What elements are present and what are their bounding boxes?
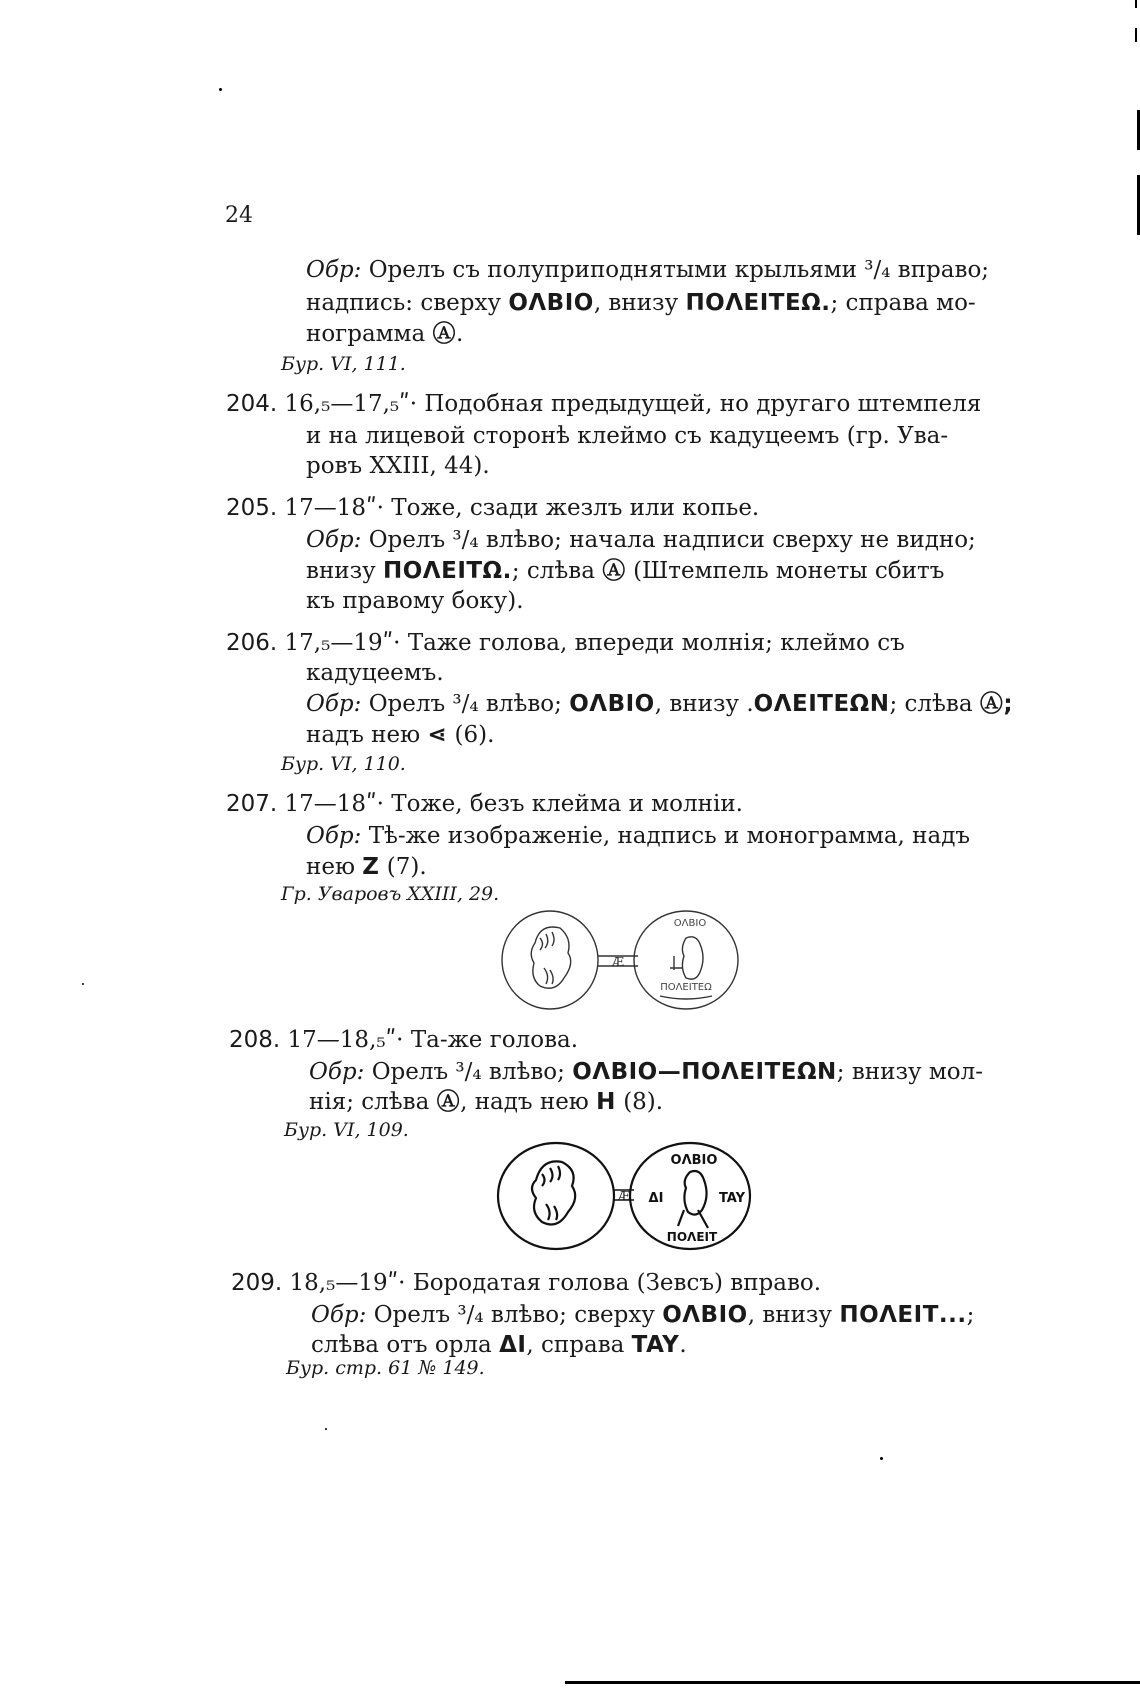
entry-text: ; [966,1302,975,1328]
entry-text: , внизу [747,1302,840,1328]
entry-number: 209. [231,1270,283,1296]
entry-206-line-1 [226,628,905,658]
legend: ΟΛΒΙΟ [662,1302,748,1328]
reference: Бур. VI, 109. [284,1119,409,1141]
entry-208-line-3 [309,1087,663,1117]
entry-size: 17,₅—19ʺ· [284,630,401,656]
entry-205-line-1 [226,493,759,523]
entry-text: (6). [447,722,495,748]
entry-text: ; слѣва [889,691,980,717]
intro-text: надпись: сверху [306,290,509,316]
obverse-label: Обр: [306,823,362,849]
entry-204-line-3: ровъ XXIII, 44). [306,453,490,479]
obverse-label: Обр: [306,691,362,717]
entry-text: нею [306,854,363,880]
intro-text: . [455,321,464,347]
entry-text: Орелъ ³/₄ влѣво; сверху [373,1302,663,1328]
legend: TAY [631,1332,680,1358]
monogram-icon: Ⓐ [436,1089,461,1115]
entry-size: 17—18,₅ʺ· [287,1027,404,1053]
entry-207-line-2 [306,821,970,851]
entry-text: (Штемпель монеты сбитъ [625,558,945,584]
entry-206-line-2: кадуцеемъ. [306,660,444,686]
coin-obverse [498,1143,614,1249]
coin-legend-bottom: ΠΟΛΕΙΤ [666,1230,718,1244]
mark: H [596,1089,616,1115]
coin-legend-right: TAY [718,1191,746,1206]
scan-speck [82,983,84,985]
entry-size: 16,₅—17,₅ʺ· [284,391,418,417]
entry-text: слѣва отъ орла [311,1332,500,1358]
legend: ΟΛΕΙΤΕΩΝ [753,691,890,717]
entry-text: (8). [615,1089,664,1115]
entry-text: , надъ нею [460,1089,597,1115]
entry-206-line-3 [306,689,1013,719]
obverse-label: Обр: [306,257,362,283]
reference: Бур. стр. 61 № 149. [286,1357,485,1379]
entry-size: 18,₅—19ʺ· [289,1270,406,1296]
coin-legend-bottom: ΠΟΛΕΙΤΕΩ [660,982,712,993]
legend-poleiteo: ΠΟΛΕΙΤΕΩ. [685,290,831,316]
entry-205-line-3 [306,556,944,586]
entry-number: 204. [226,391,278,417]
coin-legend-top: ΟΛΒΙΟ [670,1153,718,1168]
reference: Бур. VI, 111. [281,353,406,375]
entry-text: (7). [379,854,427,880]
entry-207-line-1 [226,789,743,819]
symbol-icon: ⋖ [427,722,448,748]
scan-speck [880,1457,883,1460]
metal-mark: Æ [617,1189,631,1203]
reference: Гр. Уваровъ XXIII, 29. [281,883,500,905]
entry-text: . [679,1332,687,1358]
entry-text: , справа [526,1332,632,1358]
entry-208-line-1 [229,1025,578,1055]
entry-206-line-4 [306,720,494,750]
zeus-head-icon [531,927,570,988]
coin-obverse [502,911,598,1009]
page-number: 24 [225,203,253,228]
entry-text: Тоже, сзади жезлъ или копье. [391,495,760,521]
legend: ΠΟΛΕΙΤΩ. [383,558,512,584]
entry-number: 208. [229,1027,281,1053]
zeus-head-icon [532,1161,575,1224]
monogram-icon: Ⓐ [602,558,626,584]
entry-number: 205. [226,495,278,521]
entry-text: Бородатая голова (Зевсъ) вправо. [412,1270,822,1296]
entry-text: ; слѣва [511,558,603,584]
entry-text: Орелъ ³/₄ влѣво; начала надписи сверху не видно; [368,527,976,553]
coin-legend-top: ΟΛΒΙΟ [673,918,707,929]
entry-text: внизу [306,558,383,584]
obverse-label: Обр: [309,1059,365,1085]
legend: ΔΙ [499,1332,527,1358]
legend: ΠΟΛΕΙΤ... [839,1302,967,1328]
legend-olbio: ΟΛΒΙΟ [508,290,594,316]
coin-illustration-1 [500,908,745,1013]
entry-208-line-2 [309,1057,983,1087]
obverse-label: Обр: [306,527,362,553]
intro-text-1: Орелъ съ полуприподнятыми крыльями ³/₄ вправо; [368,257,990,283]
intro-line-1 [306,255,989,285]
entry-text: ; внизу мол- [836,1059,983,1085]
scan-edge-mark [1135,28,1137,42]
coin-illustration-2 [494,1140,756,1255]
coin-legend-left: ΔΙ [648,1191,664,1206]
intro-line-2 [306,288,976,318]
scan-edge-line [565,1681,1140,1684]
entry-text: Орелъ ³/₄ влѣво; [368,691,570,717]
entry-205-line-4: къ правому боку). [306,588,524,614]
entry-text: , внизу . [654,691,754,717]
entry-text: надъ нею [306,722,428,748]
metal-mark: Æ [611,955,625,969]
entry-number: 207. [226,791,278,817]
legend: ΟΛΒΙΟ [569,691,655,717]
entry-text: Тѣ-же изображеніе, надпись и монограмма, надъ [368,823,971,849]
eagle-icon [684,1171,706,1215]
entry-text: Таже голова, впереди молнія; клеймо съ [407,630,905,656]
entry-text: Та-же голова. [410,1027,579,1053]
intro-text: ; справа мо- [830,290,976,316]
legend: ΟΛΒΙΟ—ΠΟΛΕΙΤΕΩΝ [572,1059,837,1085]
entry-204-line-1 [226,389,981,419]
entry-size: 17—18ʺ· [284,791,384,817]
intro-text: нограмма [306,321,433,347]
entry-text: нія; слѣва [309,1089,437,1115]
reference: Бур. VI, 110. [281,753,406,775]
entry-209-line-1 [231,1268,821,1298]
monogram-icon: Ⓐ; [979,691,1014,717]
entry-size: 17—18ʺ· [284,495,384,521]
eagle-icon [682,937,703,979]
entry-209-line-2 [311,1300,974,1330]
entry-207-line-3 [306,852,427,882]
intro-text: , внизу [593,290,686,316]
obverse-label: Обр: [311,1302,367,1328]
entry-text: Орелъ ³/₄ влѣво; [371,1059,573,1085]
entry-204-line-2: и на лицевой сторонѣ клеймо съ кадуцеемъ (гр. Ува- [306,423,949,449]
monogram-icon: Ⓐ [432,321,456,347]
entry-text: Подобная предыдущей, но другаго штемпеля [424,391,982,417]
entry-text: Тоже, безъ клейма и молніи. [391,791,743,817]
scan-edge-mark [1135,0,1137,8]
entry-number: 206. [226,630,278,656]
intro-line-3 [306,319,463,349]
entry-205-line-2 [306,525,976,555]
scan-speck [219,88,222,91]
scan-speck [325,1428,327,1430]
mark: Z [362,854,380,880]
